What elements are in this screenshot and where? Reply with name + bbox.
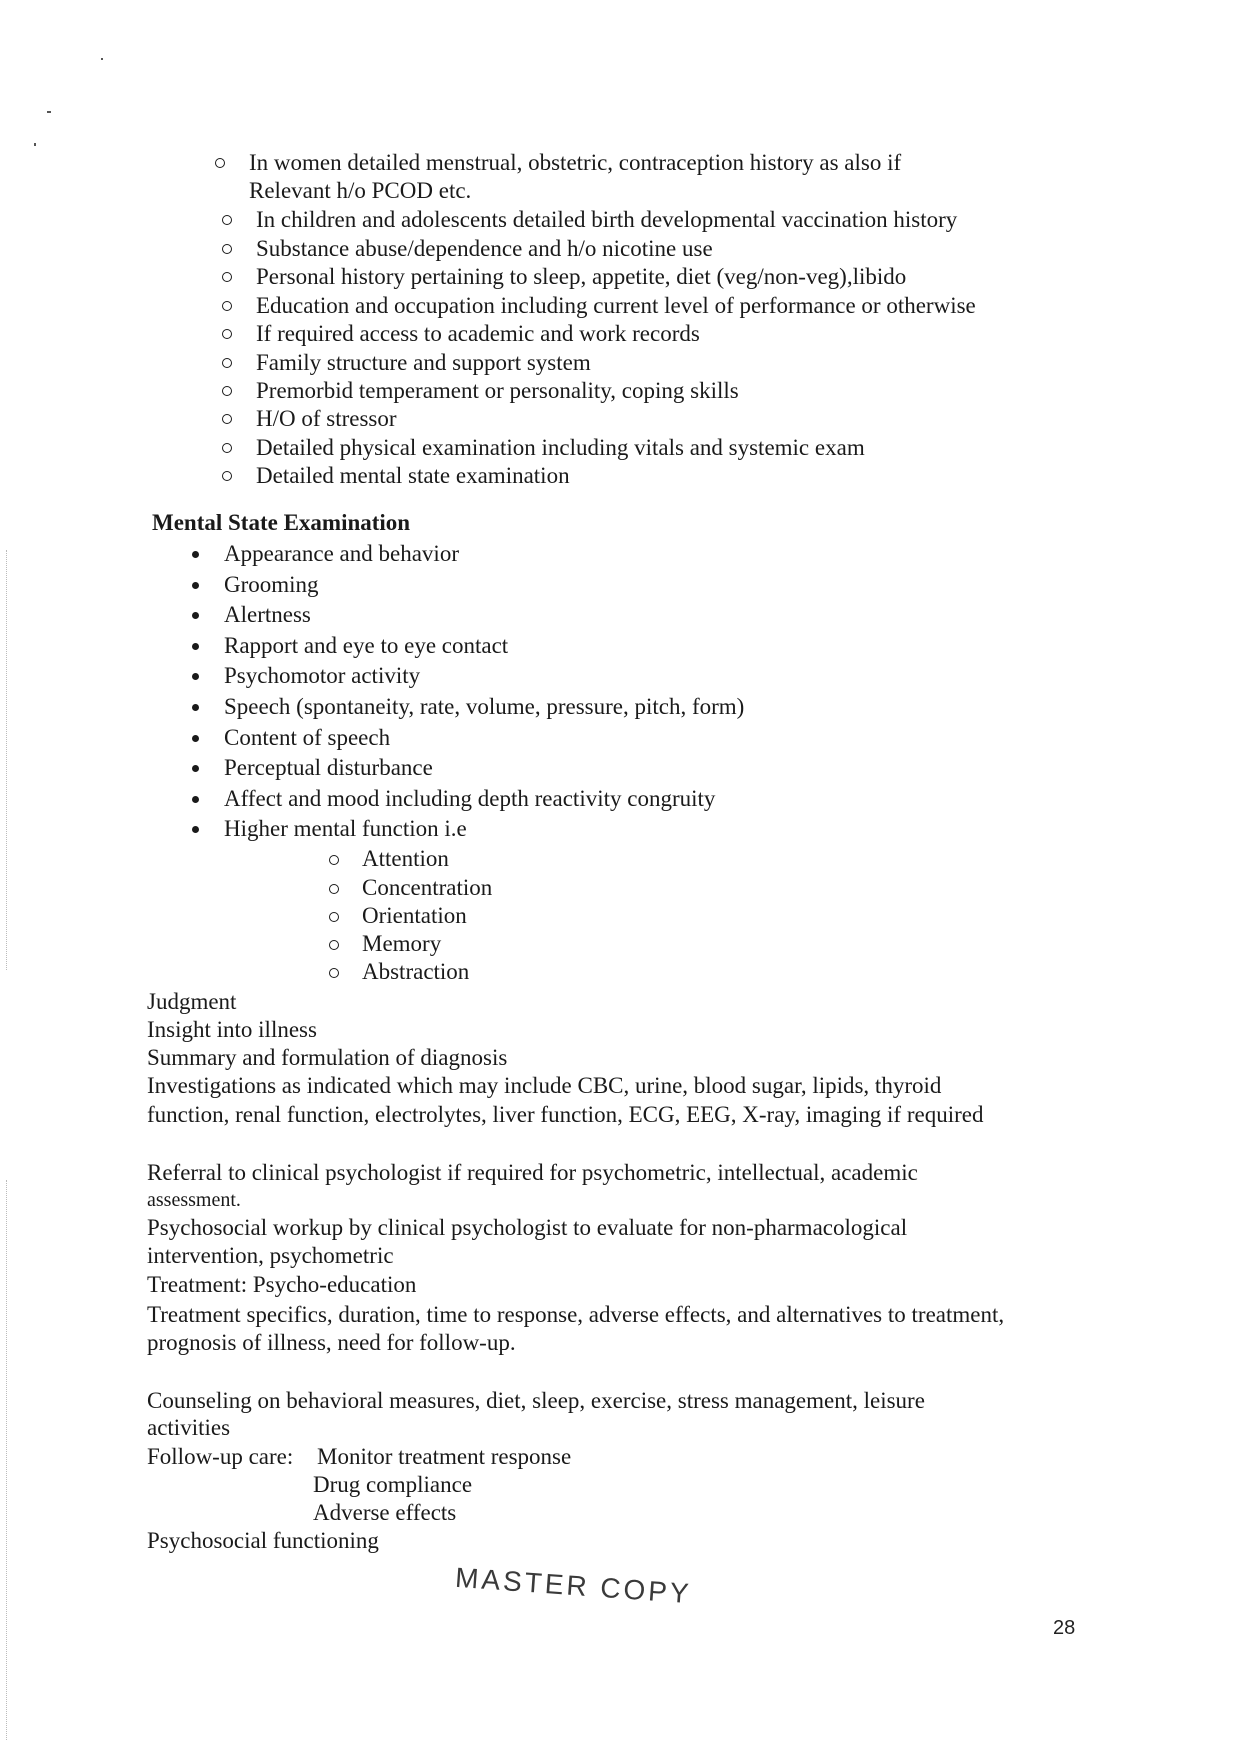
- body-line: function, renal function, electrolytes, liver function, ECG, EEG, X-ray, imaging if required: [147, 1102, 984, 1127]
- scan-speck: [34, 143, 36, 146]
- history-item: Education and occupation including current level of performance or otherwise: [256, 293, 976, 318]
- circle-bullet: [222, 358, 232, 368]
- history-item: Personal history pertaining to sleep, appetite, diet (veg/non-veg),libido: [256, 264, 907, 289]
- history-item: Detailed physical examination including vitals and systemic exam: [256, 435, 865, 460]
- section-heading: Mental State Examination: [152, 510, 411, 535]
- body-line: Investigations as indicated which may include CBC, urine, blood sugar, lipids, thyroid: [147, 1073, 942, 1098]
- dot-bullet: [192, 582, 199, 589]
- mse-item: Rapport and eye to eye contact: [224, 633, 509, 658]
- dot-bullet: [192, 735, 199, 742]
- mse-item: Appearance and behavior: [224, 541, 459, 566]
- scan-edge: [6, 1180, 8, 1740]
- closing-line: Psychosocial functioning: [147, 1528, 379, 1553]
- history-item: In women detailed menstrual, obstetric, contraception history as also if: [249, 150, 902, 175]
- history-item: H/O of stressor: [256, 406, 397, 431]
- body-line: Insight into illness: [147, 1017, 317, 1042]
- higher-function-item: Memory: [362, 931, 442, 956]
- follow-up-item: Drug compliance: [313, 1472, 473, 1497]
- scan-speck: [47, 111, 51, 113]
- history-item: Premorbid temperament or personality, coping skills: [256, 378, 739, 403]
- higher-function-item: Concentration: [362, 875, 493, 900]
- higher-function-item: Abstraction: [362, 959, 470, 984]
- master-copy-stamp: MASTER COPY: [454, 1561, 693, 1610]
- circle-bullet: [222, 215, 232, 225]
- mse-item: Grooming: [224, 572, 319, 597]
- page-number: 28: [1053, 1617, 1076, 1639]
- circle-bullet: [329, 968, 339, 978]
- history-item: In children and adolescents detailed birth developmental vaccination history: [256, 207, 958, 232]
- circle-bullet: [222, 414, 232, 424]
- dot-bullet: [192, 796, 199, 803]
- mse-item: Speech (spontaneity, rate, volume, pressure, pitch, form): [224, 694, 745, 719]
- body-line: Counseling on behavioral measures, diet, sleep, exercise, stress management, leisure: [147, 1388, 925, 1413]
- body-line: prognosis of illness, need for follow-up.: [147, 1330, 516, 1355]
- mse-item: Perceptual disturbance: [224, 755, 433, 780]
- higher-function-item: Orientation: [362, 903, 467, 928]
- circle-bullet: [222, 301, 232, 311]
- dot-bullet: [192, 704, 199, 711]
- body-line: Treatment: Psycho-education: [147, 1272, 417, 1297]
- mse-item: Alertness: [224, 602, 311, 627]
- history-item: Family structure and support system: [256, 350, 591, 375]
- body-line: Referral to clinical psychologist if required for psychometric, intellectual, academic: [147, 1160, 918, 1185]
- scan-speck: [101, 58, 103, 60]
- mse-item: Higher mental function i.e: [224, 816, 467, 841]
- body-line: Treatment specifics, duration, time to response, adverse effects, and alternatives to treatment,: [147, 1302, 1005, 1327]
- body-line: activities: [147, 1415, 231, 1440]
- circle-bullet: [222, 244, 232, 254]
- history-item: If required access to academic and work records: [256, 321, 700, 346]
- circle-bullet: [222, 329, 232, 339]
- circle-bullet: [329, 940, 339, 950]
- scan-edge: [6, 550, 8, 970]
- circle-bullet: [329, 912, 339, 922]
- body-line: Psychosocial workup by clinical psychologist to evaluate for non-pharmacological: [147, 1215, 908, 1240]
- dot-bullet: [192, 551, 199, 558]
- dot-bullet: [192, 673, 199, 680]
- circle-bullet: [222, 386, 232, 396]
- circle-bullet: [222, 272, 232, 282]
- mse-item: Content of speech: [224, 725, 391, 750]
- history-item: Detailed mental state examination: [256, 463, 570, 488]
- body-line: Judgment: [147, 989, 237, 1014]
- body-line: intervention, psychometric: [147, 1243, 394, 1268]
- dot-bullet: [192, 765, 199, 772]
- mse-item: Psychomotor activity: [224, 663, 421, 688]
- follow-up-label: Follow-up care:: [147, 1444, 294, 1469]
- circle-bullet: [215, 158, 225, 168]
- circle-bullet: [329, 855, 339, 865]
- body-line: assessment.: [147, 1189, 241, 1211]
- dot-bullet: [192, 643, 199, 650]
- history-item: Substance abuse/dependence and h/o nicotine use: [256, 236, 713, 261]
- follow-up-item: Adverse effects: [313, 1500, 457, 1525]
- higher-function-item: Attention: [362, 846, 449, 871]
- body-line: Summary and formulation of diagnosis: [147, 1045, 508, 1070]
- history-item-continuation: Relevant h/o PCOD etc.: [249, 178, 472, 203]
- circle-bullet: [222, 443, 232, 453]
- circle-bullet: [329, 884, 339, 894]
- mse-item: Affect and mood including depth reactivity congruity: [224, 786, 716, 811]
- follow-up-item: Monitor treatment response: [317, 1444, 572, 1469]
- circle-bullet: [222, 471, 232, 481]
- dot-bullet: [192, 612, 199, 619]
- dot-bullet: [192, 826, 199, 833]
